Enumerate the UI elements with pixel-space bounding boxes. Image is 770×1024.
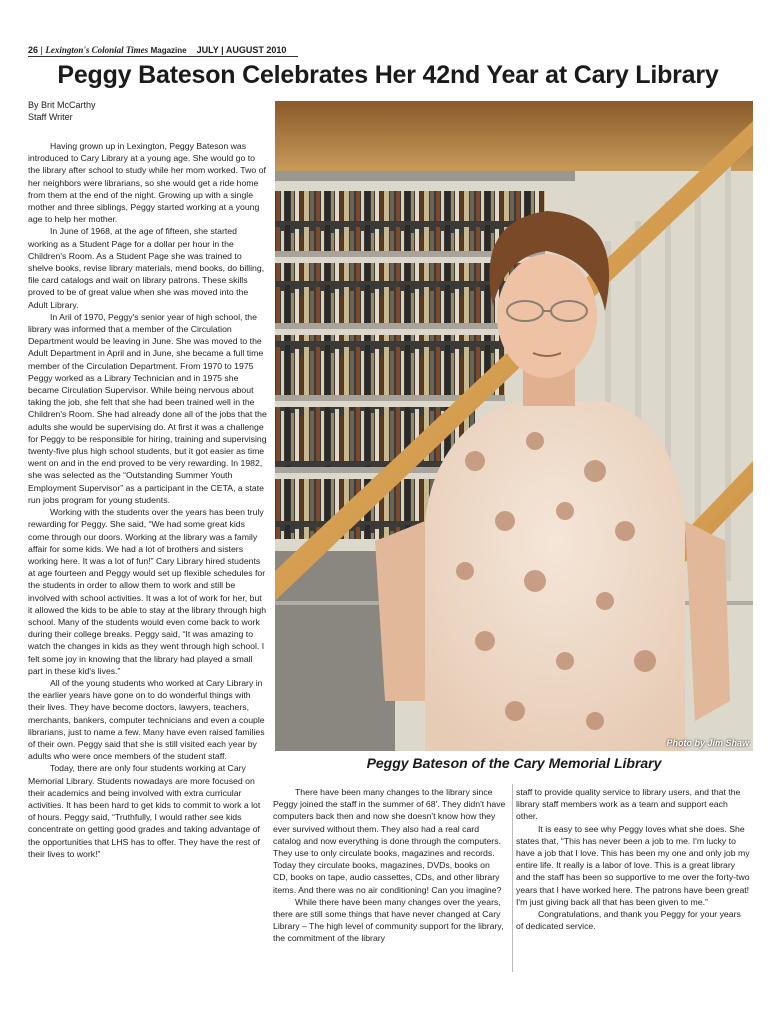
paragraph: In Aril of 1970, Peggy's senior year of high school, the library was informed that a member of the Circulation Department would be leaving in June. She was moved to the Adult Department in April and in June, she became a full time member of the Circulation Department. From 1970 to 1975 Peggy worked as a Library Technician and in 1975 she became Circulation Supervisor. While being nervous about taking the job, she felt that she had been trained well in the Children's Room. She had already done all of the jobs that the adults she would be supervising do. At first it was a challenge for Peggy to be responsible for hiring, training and supervising twenty-five plus high school students, but it got easier as time went on and in the end proved to be very rewarding. In 1982, she was selected as the “Outstanding Summer Youth Employment Supervisor” as a participant in the CETA, a state run jobs program for young students. [28, 311, 267, 505]
byline [28, 99, 268, 123]
page-number: 26 [28, 45, 39, 55]
paragraph: In June of 1968, at the age of fifteen, she started working as a Student Page for a dollar per hour in the Children's Room. As a Student Page she was trained to shelve books, revise library materials, mend books, do billing, file card catalogs and wait on library patrons. These skills proved to be of great value when she was moved into the Adult Library. [28, 226, 265, 310]
paragraph: Congratulations, and thank you Peggy for your years of dedicated service. [516, 909, 741, 932]
paragraph: Working with the students over the years has been truly rewarding for Peggy. She said, “We had some great kids come through our doors. Working at the library was a family affair for some kids. We had a lot of brothers and sisters working here. It was a lot of fun!” Cary Library hired students at age fourteen and Peggy would set up flexible schedules for the students in order to allow them to work and still be involved with school activities. It was a lot of work for her, but it allowed the kids to be able to stay at the library through high school. Many of the students would even come back to work during their college breaks. Peggy said, “It was amazing to watch the changes in kids as they went through high school. I felt some joy in knowing that the library had played a small part in these kid's lives.” [28, 507, 267, 676]
article-title: Peggy Bateson Celebrates Her 42nd Year at Cary Library [57, 61, 719, 89]
byline-role: Staff Writer [28, 112, 73, 122]
paragraph: There have been many changes to the library since Peggy joined the staff in the summer of 68'. They didn't have computers back then and now she doesn't know how they ever survived without them. They also had a real card catalog and now everything is done through the computers. They use to only circulate books, magazines and records. Today they circulate books, magazines, DVDs, books on CD, books on tape, audio cassettes, CDs, and other library items. And there was no air conditioning! Can you imagine? [273, 787, 506, 895]
paragraph: Today, there are only four students working at Cary Memorial Library. Students nowadays are more focused on their academics and being involved with extra curricular activities. It has been hard to get kids to commit to work a lot of hours. Peggy said, “Truthfully, I would rather see kids concentrate on getting good grades and taking advantage of the opportunities that LHS has to offer. They have the rest of their lives to work!” [28, 763, 261, 859]
article-column-1 [28, 140, 268, 860]
publication-label: Magazine [150, 46, 187, 55]
paragraph: All of the young students who worked at Cary Library in the earlier years have gone on to do wonderful things with their lives. They have become doctors, lawyers, teachers, merchants, bankers, computer technicians and even a couple librarians, just to name a few. Many have even raised families of their own. Peggy said that she is still visited each year by adults who were once members of the student staff. [28, 677, 265, 762]
issue-date: JULY | AUGUST 2010 [196, 45, 287, 55]
article-column-3 [516, 786, 750, 932]
photo-credit: Photo by Jim Shaw [666, 738, 749, 748]
article-photo [275, 101, 753, 751]
photo-caption: Peggy Bateson of the Cary Memorial Library [366, 755, 662, 771]
byline-author: By Brit McCarthy [28, 100, 96, 110]
publication-name: Lexington's Colonial Times [45, 45, 149, 55]
header-separator: | [40, 45, 43, 55]
paragraph: staff to provide quality service to library users, and that the library staff members work as a team and support each other. [516, 787, 741, 822]
paragraph: It is easy to see why Peggy loves what she does. She states that, “This has never been a job to me. I'm lucky to have a job that I love. This has been my one and only job my entire life. It really is a labor of love. This is a great library and the staff has been so supportive to me over the forty-two years that I have worked here. The patrons have been great! I'm just giving back all that has been given to me.” [516, 823, 750, 907]
article-column-2 [273, 786, 506, 945]
header-rule [28, 56, 298, 57]
library-portrait-image [275, 101, 753, 751]
running-header [28, 44, 298, 56]
column-divider [512, 784, 513, 972]
paragraph: While there have been many changes over the years, there are still some things that have never changed at Cary Library – The high level of community support for the library, the commitment of the library [273, 896, 504, 944]
paragraph: Having grown up in Lexington, Peggy Bateson was introduced to Cary Library at a young age. She would go to the library after school to study while her mom worked. Two of her neighbors were librarians, so she would get a ride home from them at the end of the night. Growing up with a single mother and three siblings, Peggy started working at a young age to help her mother. [28, 141, 266, 225]
